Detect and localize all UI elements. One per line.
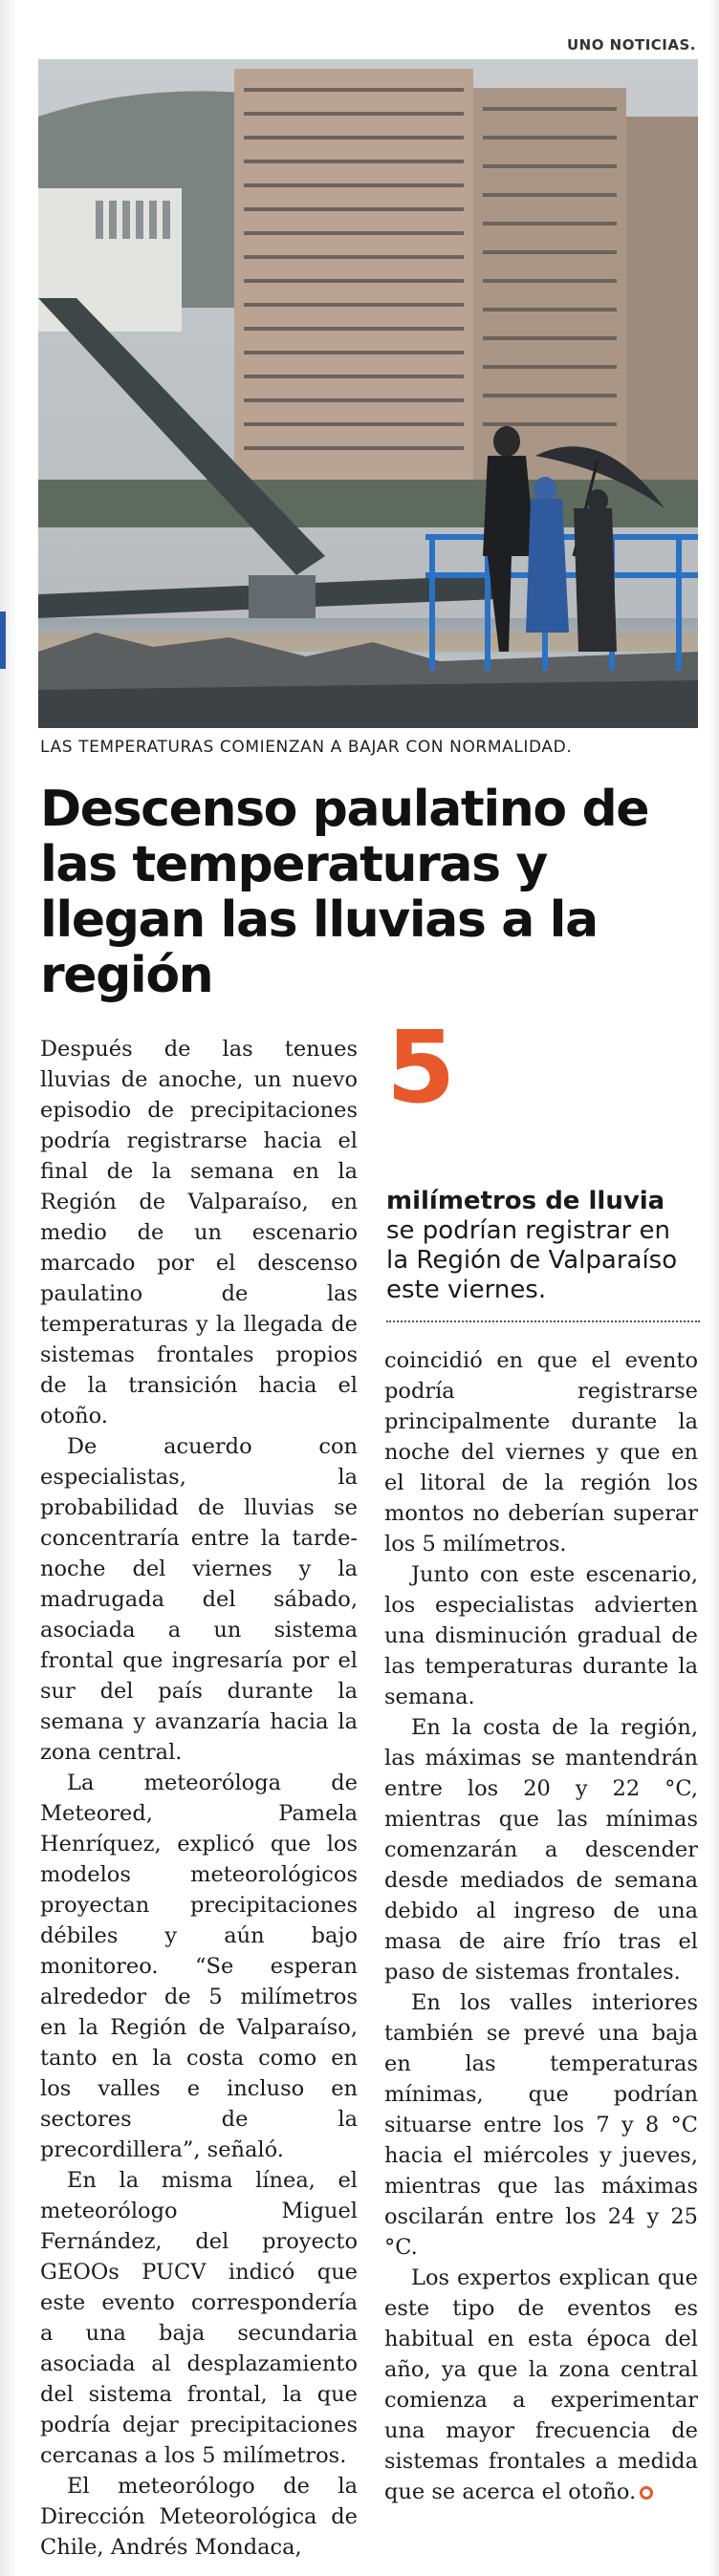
paragraph: Después de las tenues lluvias de anoche, un nuevo episodio de precipitaciones podría registrarse hacia el final de la semana en la Región de Valparaíso, en medio de un escenario marcado por el descenso paulatino de las temperaturas y la llegada de sistemas frontales propios de la transición hacia el otoño. bbox=[40, 1037, 358, 1428]
paragraph: El meteorólogo de la Dirección Meteorológica de Chile, Andrés Mondaca, bbox=[40, 2474, 358, 2560]
stat-number: 5 bbox=[386, 1009, 456, 1126]
paragraph-text: Los expertos explican que este tipo de eventos es habitual en esta época del año, ya que la zona central comienza a experimentar una mayor frecuencia de sistemas frontales a medida que se acerca el otoño. bbox=[384, 2265, 698, 2504]
stat-rest-text: se podrían registrar en la Región de Valparaíso este viernes. bbox=[386, 1216, 678, 1304]
photo-caption: LAS TEMPERATURAS COMIENZAN A BAJAR CON NORMALIDAD. bbox=[40, 738, 573, 757]
photo-credit: UNO NOTICIAS. bbox=[566, 36, 696, 54]
page-edge-shadow bbox=[0, 0, 17, 2576]
right-column bbox=[384, 1345, 698, 2507]
paragraph: coincidió en que el evento podría registrarse principalmente durante la noche del viernes y que en el litoral de la región los montos no deberían superar los 5 milímetros. bbox=[384, 1348, 698, 1556]
end-mark-icon bbox=[640, 2486, 653, 2500]
paragraph: La meteoróloga de Meteored, Pamela Henríquez, explicó que los modelos meteorológicos proyectan precipitaciones débiles y aún bajo monitoreo. “Se esperan alrededor de 5 milímetros en la Región de Valparaíso, tanto en la costa como en los valles e incluso en sectores de la precordillera”, señaló. bbox=[40, 1771, 358, 2162]
paragraph bbox=[384, 2263, 698, 2507]
stat-description bbox=[386, 1187, 700, 1305]
dotted-divider bbox=[386, 1320, 700, 1322]
adjacent-page-strip bbox=[0, 612, 6, 669]
stat-box bbox=[386, 1009, 700, 1305]
paragraph: De acuerdo con especialistas, la probabilidad de lluvias se concentraría entre la tarde-noche del viernes y la madrugada del sábado, asociada a un sistema frontal que ingresaría por el sur del país durante la semana y avanzaría hacia la zona central. bbox=[40, 1434, 358, 1765]
page-edge-shadow-right bbox=[709, 0, 719, 2576]
news-photo bbox=[38, 59, 698, 728]
stat-bold-text: milímetros de lluvia bbox=[386, 1187, 665, 1215]
paragraph: Junto con este escenario, los especialistas advierten una disminución gradual de las temperaturas durante la semana. bbox=[384, 1562, 698, 1709]
paragraph: En la costa de la región, las máximas se mantendrán entre los 20 y 22 °C, mientras que las mínimas comenzarán a descender desde mediados de semana debido al ingreso de una masa de aire frío tras el paso de sistemas frontales. bbox=[384, 1715, 698, 1985]
headline: Descenso paulatino de las temperaturas y llegan las lluvias a la región bbox=[40, 781, 649, 1004]
left-column bbox=[40, 1034, 358, 2563]
paragraph: En la misma línea, el meteorólogo Miguel Fernández, del proyecto GEOOs PUCV indicó que este evento correspondería a una baja secundaria asociada al desplazamiento del sistema frontal, la que podría dejar precipitaciones cercanas a los 5 milímetros. bbox=[40, 2168, 358, 2468]
paragraph: En los valles interiores también se prevé una baja en las temperaturas mínimas, que podrían situarse entre los 7 y 8 °C hacia el miércoles y jueves, mientras que las máximas oscilarán entre los 24 y 25 °C. bbox=[384, 1990, 698, 2260]
